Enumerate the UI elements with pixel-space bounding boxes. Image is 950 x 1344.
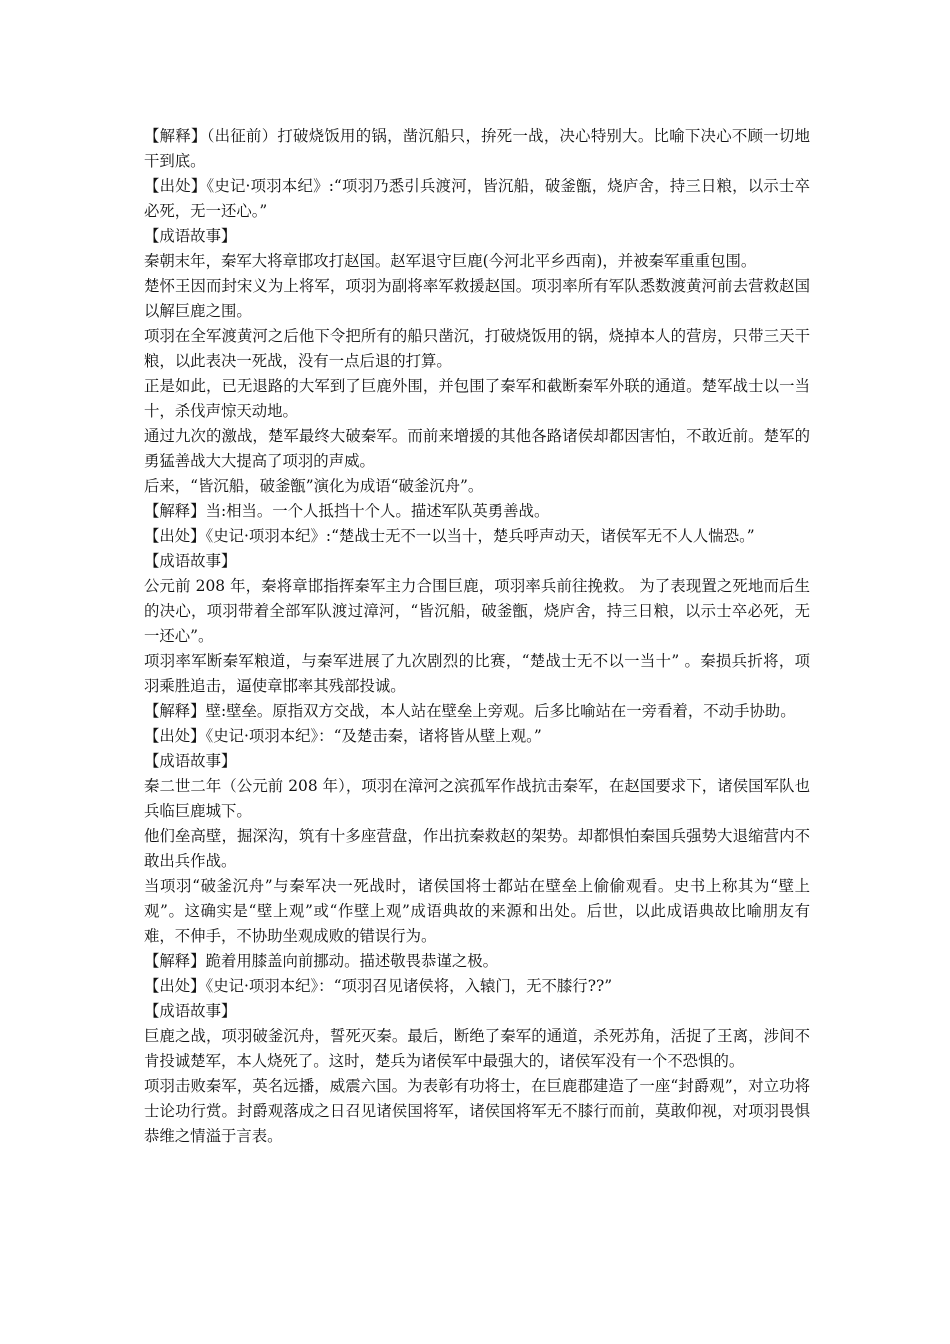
paragraph-story-3-1: 秦二世二年（公元前 208 年），项羽在漳河之滨孤军作战抗击秦军，在赵国要求下，诸侯国军队也兵临巨鹿城下。	[144, 777, 810, 820]
paragraph-explanation-3: 【解释】壁:壁垒。原指双方交战，本人站在壁垒上旁观。后多比喻站在一旁看着，不动手协助。	[144, 702, 796, 720]
paragraph-story-2-1: 公元前 208 年，秦将章邯指挥秦军主力合围巨鹿，项羽率兵前往挽救。 为了表现置之死地而后生的决心，项羽带着全部军队渡过漳河，“皆沉船，破釜甑，烧庐舍，持三日粮，以示士卒必死，无一还心”。	[144, 577, 810, 645]
paragraph-story-2-2: 项羽率军断秦军粮道，与秦军进展了九次剧烈的比赛，“楚战士无不以一当十” 。秦损兵折将，项羽乘胜追击，逼使章邯率其残部投诚。	[144, 652, 810, 695]
paragraph-story-heading-2: 【成语故事】	[144, 552, 237, 570]
paragraph-story-1-5: 通过九次的激战，楚军最终大破秦军。而前来增援的其他各路诸侯却都因害怕，不敢近前。楚军的勇猛善战大大提高了项羽的声威。	[144, 427, 810, 470]
paragraph-story-1-3: 项羽在全军渡黄河之后他下令把所有的船只凿沉，打破烧饭用的锅，烧掉本人的营房，只带三天干粮，以此表决一死战，没有一点后退的打算。	[144, 327, 810, 370]
paragraph-story-4-2: 项羽击败秦军，英名远播，威震六国。为表彰有功将士，在巨鹿郡建造了一座“封爵观”，对立功将士论功行赏。封爵观落成之日召见诸侯国将军，诸侯国将军无不膝行而前，莫敢仰视，对项羽畏惧恭维之情溢于言表。	[144, 1077, 810, 1145]
paragraph-story-1-4: 正是如此，已无退路的大军到了巨鹿外围，并包围了秦军和截断秦军外联的通道。楚军战士以一当十，杀伐声惊天动地。	[144, 377, 810, 420]
paragraph-story-heading-3: 【成语故事】	[144, 752, 237, 770]
paragraph-story-1-1: 秦朝末年，秦军大将章邯攻打赵国。赵军退守巨鹿(今河北平乡西南)，并被秦军重重包围。	[144, 252, 757, 270]
paragraph-story-heading-1: 【成语故事】	[144, 227, 237, 245]
paragraph-source-2: 【出处】《史记·项羽本纪》:“楚战士无不一以当十，楚兵呼声动天，诸侯军无不人人惴恐。”	[144, 527, 755, 545]
paragraph-story-4-1: 巨鹿之战，项羽破釜沉舟，誓死灭秦。最后，断绝了秦军的通道，杀死苏角，活捉了王离，涉间不肯投诚楚军，本人烧死了。这时，楚兵为诸侯军中最强大的，诸侯军没有一个不恐惧的。	[144, 1027, 810, 1070]
paragraph-explanation-2: 【解释】当:相当。一个人抵挡十个人。描述军队英勇善战。	[144, 502, 550, 520]
paragraph-source-4: 【出处】《史记·项羽本纪》：“项羽召见诸侯将，入辕门，无不膝行??”	[144, 977, 613, 995]
paragraph-story-1-2: 楚怀王因而封宋义为上将军，项羽为副将率军救援赵国。项羽率所有军队悉数渡黄河前去营救赵国以解巨鹿之围。	[144, 277, 810, 320]
document-body	[144, 124, 810, 1149]
paragraph-explanation-1: 【解释】（出征前）打破烧饭用的锅，凿沉船只，拚死一战，决心特别大。比喻下决心不顾一切地干到底。	[144, 127, 810, 170]
paragraph-story-3-2: 他们垒高壁，掘深沟，筑有十多座营盘，作出抗秦救赵的架势。却都惧怕秦国兵强势大退缩营内不敢出兵作战。	[144, 827, 810, 870]
paragraph-story-1-6: 后来，“皆沉船，破釜甑”演化为成语“破釜沉舟”。	[144, 477, 484, 495]
paragraph-story-3-3: 当项羽“破釜沉舟”与秦军决一死战时，诸侯国将士都站在壁垒上偷偷观看。史书上称其为“壁上观”。这确实是“壁上观”或“作壁上观”成语典故的来源和出处。后世，以此成语典故比喻朋友有难，不伸手，不协助坐观成败的错误行为。	[144, 877, 810, 945]
paragraph-source-3: 【出处】《史记·项羽本纪》：“及楚击秦，诸将皆从壁上观。”	[144, 727, 542, 745]
paragraph-source-1: 【出处】《史记·项羽本纪》:“项羽乃悉引兵渡河，皆沉船，破釜甑，烧庐舍，持三日粮，以示士卒必死，无一还心。”	[144, 177, 810, 220]
paragraph-story-heading-4: 【成语故事】	[144, 1002, 237, 1020]
paragraph-explanation-4: 【解释】跪着用膝盖向前挪动。描述敬畏恭谨之极。	[144, 952, 498, 970]
